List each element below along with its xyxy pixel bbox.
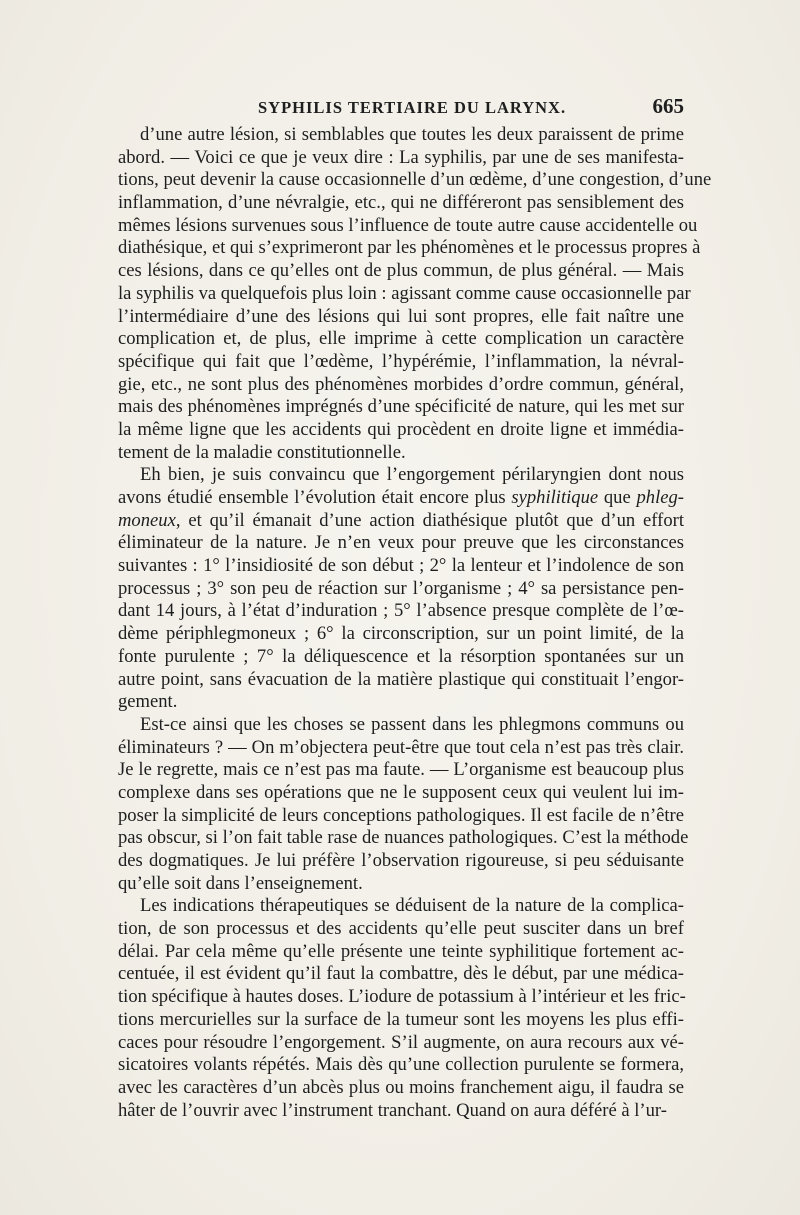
paragraph xyxy=(118,464,684,714)
text-line: pas obscur, si l’on fait table rase de nuances pathologiques. C’est la méthode xyxy=(118,827,689,849)
text-line: hâter de l’ouvrir avec l’instrument tranchant. Quand on aura déféré à l’ur- xyxy=(118,1099,667,1121)
page-header xyxy=(118,94,684,120)
body-text xyxy=(118,124,712,1122)
text-line: gement. xyxy=(118,691,178,713)
text-line: sicatoires volants répétés. Mais dès qu’une collection purulente se formera, xyxy=(118,1054,684,1076)
text-line: l’intermédiaire d’une des lésions qui lui sont propres, elle fait naître une xyxy=(118,305,684,327)
text-line: dant 14 jours, à l’état d’induration ; 5° l’absence presque complète de l’œ- xyxy=(118,600,684,622)
text-line: qu’elle soit dans l’enseignement. xyxy=(118,872,363,894)
text-line: fonte purulente ; 7° la déliquescence et la résorption spontanées sur un xyxy=(118,645,684,667)
text-line: délai. Par cela même qu’elle présente une teinte syphilitique fortement ac- xyxy=(118,940,684,962)
text-line: la syphilis va quelquefois plus loin : agissant comme cause occasionnelle par xyxy=(118,282,691,304)
text-line: des dogmatiques. Je lui préfère l’observation rigoureuse, si peu séduisante xyxy=(118,850,684,871)
text-line: mêmes lésions survenues sous l’influence de toute autre cause accidentelle ou xyxy=(118,214,698,236)
text-line: la même ligne que les accidents qui procèdent en droite ligne et immédia- xyxy=(118,418,684,440)
text-line: autre point, sans évacuation de la matière plastique qui constituait l’engor- xyxy=(118,668,684,690)
text-line: complexe dans ses opérations que ne le supposent ceux qui veulent lui im- xyxy=(118,781,684,803)
text-line: complication et, de plus, elle imprime à cette complication un caractère xyxy=(118,328,684,350)
page-number: 665 xyxy=(652,94,684,118)
text-line: moneux, et qu’il émanait d’une action diathésique plutôt que d’un effort xyxy=(118,509,684,531)
text-line: gie, etc., ne sont plus des phénomènes morbides d’ordre commun, général, xyxy=(118,373,684,395)
running-title: SYPHILIS TERTIAIRE DU LARYNX. xyxy=(258,98,567,117)
text-line: poser la simplicité de leurs conceptions pathologiques. Il est facile de n’être xyxy=(118,804,684,826)
paragraph xyxy=(118,124,712,464)
text-line: avons étudié ensemble l’évolution était encore plus syphilitique que phleg- xyxy=(118,487,684,508)
text-line: tions mercurielles sur la surface de la tumeur sont les moyens les plus effi- xyxy=(118,1008,684,1030)
text-line: ces lésions, dans ce qu’elles ont de plus commun, de plus général. — Mais xyxy=(118,260,684,282)
text-line: suivantes : 1° l’insidiosité de son début ; 2° la lenteur et l’indolence de son xyxy=(118,555,684,577)
text-line: caces pour résoudre l’engorgement. S’il augmente, on aura recours aux vé- xyxy=(118,1031,684,1053)
text-line: mais des phénomènes imprégnés d’une spécificité de nature, qui les met sur xyxy=(118,396,684,418)
text-line: inflammation, d’une névralgie, etc., qui ne différeront pas sensiblement des xyxy=(118,192,684,214)
text-line: abord. — Voici ce que je veux dire : La syphilis, par une de ses manifesta- xyxy=(118,146,684,168)
text-line: éliminateurs ? — On m’objectera peut-être que tout cela n’est pas très clair. xyxy=(118,736,684,758)
paragraph xyxy=(118,895,684,1122)
text-line: tement de la maladie constitutionnelle. xyxy=(118,441,406,463)
text-line: Est-ce ainsi que les choses se passent dans les phlegmons communs ou xyxy=(140,713,684,735)
text-line: Les indications thérapeutiques se déduisent de la nature de la complica- xyxy=(140,895,684,917)
text-line: dème périphlegmoneux ; 6° la circonscription, sur un point limité, de la xyxy=(118,623,684,645)
text-line: Eh bien, je suis convaincu que l’engorgement périlaryngien dont nous xyxy=(140,464,684,486)
text-line: tion spécifique à hautes doses. L’iodure de potassium à l’intérieur et les fric- xyxy=(118,986,686,1008)
text-line: tions, peut devenir la cause occasionnelle d’un œdème, d’une congestion, d’une xyxy=(118,169,712,191)
paragraph xyxy=(118,713,689,896)
text-line: spécifique qui fait que l’œdème, l’hypérémie, l’inflammation, la névral- xyxy=(118,350,684,372)
text-line: d’une autre lésion, si semblables que toutes les deux paraissent de prime xyxy=(140,124,684,145)
text-line: processus ; 3° son peu de réaction sur l’organisme ; 4° sa persistance pen- xyxy=(118,577,684,599)
text-line: tion, de son processus et des accidents qu’elle peut susciter dans un bref xyxy=(118,918,684,940)
text-line: diathésique, et qui s’exprimeront par les phénomènes et le processus propres à xyxy=(118,237,701,259)
text-line: Je le regrette, mais ce n’est pas ma faute. — L’organisme est beaucoup plus xyxy=(118,759,684,781)
text-line: centuée, il est évident qu’il faut la combattre, dès le début, par une médica- xyxy=(118,963,684,985)
text-line: éliminateur de la nature. Je n’en veux pour preuve que les circonstances xyxy=(118,532,684,554)
text-line: avec les caractères d’un abcès plus ou moins franchement aigu, il faudra se xyxy=(118,1076,684,1098)
